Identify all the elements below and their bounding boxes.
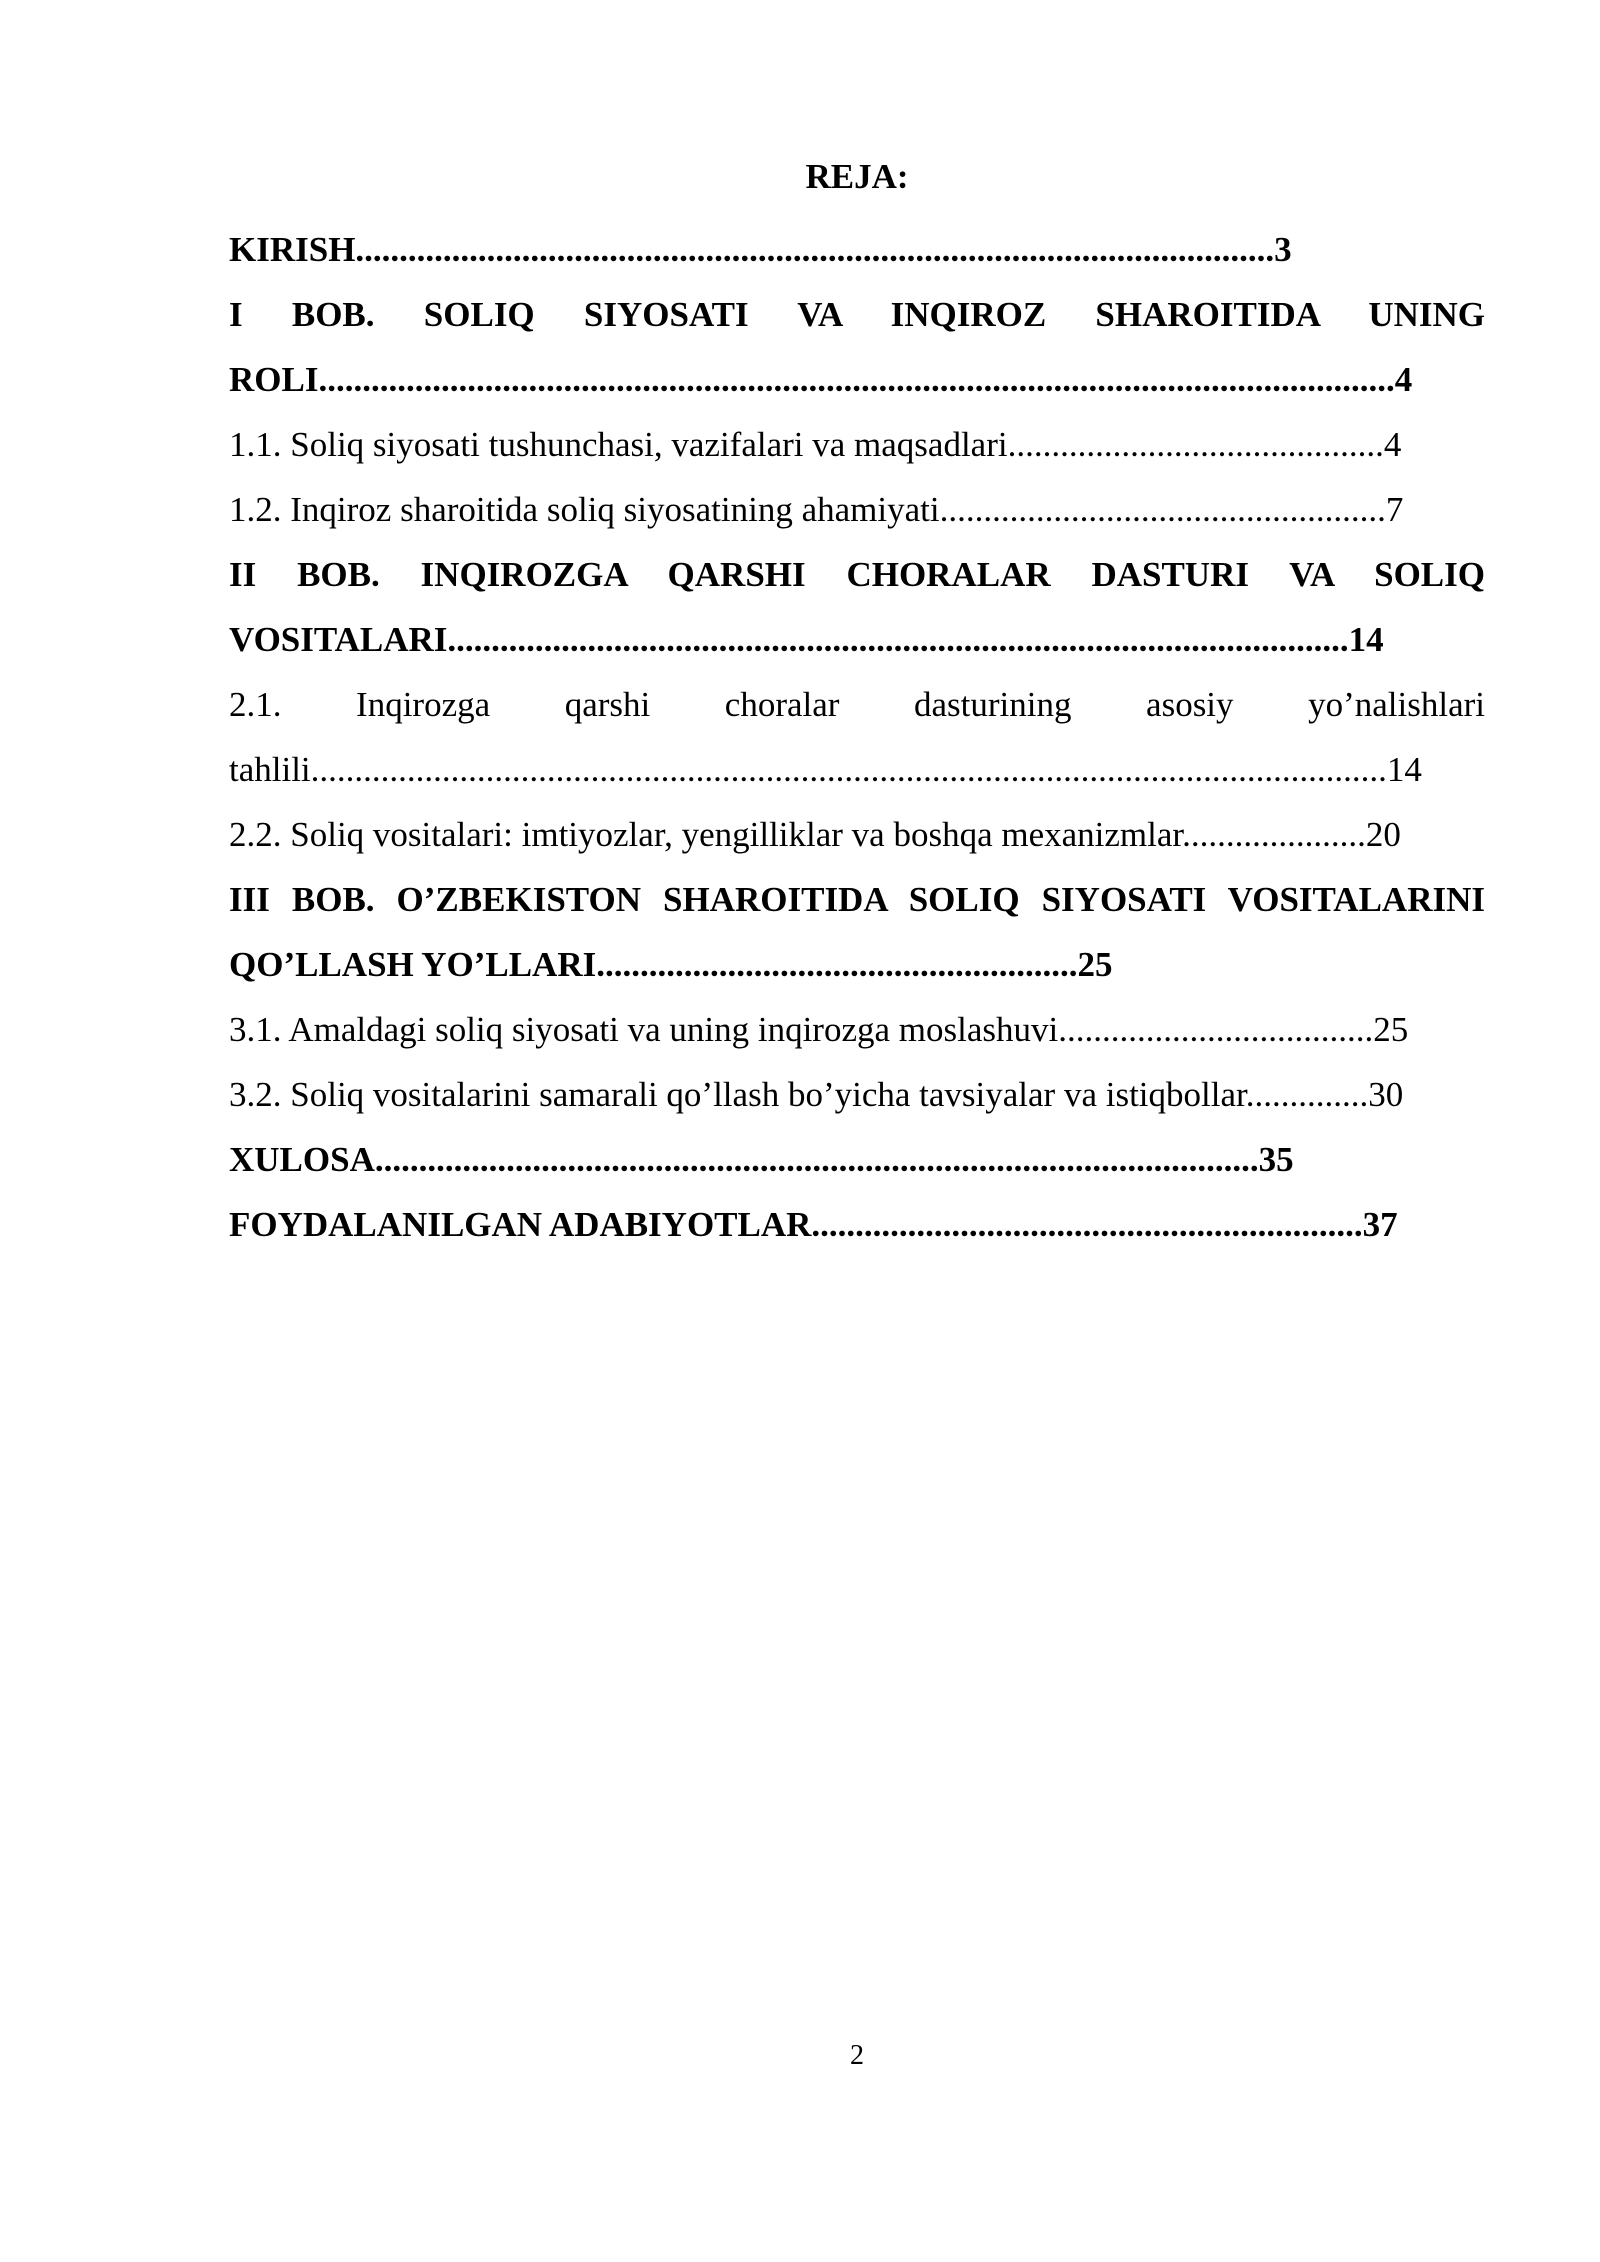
toc-entry-kirish: KIRISH.........................................................................................................3	[229, 230, 1292, 269]
toc-entry-section-3-1: 3.1. Amaldagi soliq siyosati va uning inqirozga moslashuvi....................................25	[229, 1010, 1409, 1049]
page-number: 2	[850, 2040, 864, 2071]
page-title: REJA:	[805, 157, 909, 196]
toc-entry-chapter-1: I BOB. SOLIQ SIYOSATI VA INQIROZ SHAROITIDA UNING ROLI...........................................................................................................................4	[229, 295, 1485, 399]
toc-entry-chapter-3: III BOB. O’ZBEKISTON SHAROITIDA SOLIQ SIYOSATI VOSITALARINI QO’LLASH YO’LLARI.......................................................25	[229, 880, 1485, 984]
toc-entry-section-1-1: 1.1. Soliq siyosati tushunchasi, vazifalari va maqsadlari...........................................4	[229, 425, 1402, 464]
toc-entry-section-2-1: 2.1. Inqirozga qarshi choralar dasturining asosiy yo’nalishlari tahlili...........................................................................................................................14	[229, 685, 1485, 789]
toc-entry-section-1-2: 1.2. Inqiroz sharoitida soliq siyosatining ahamiyati...................................................7	[229, 490, 1404, 529]
toc-entry-section-3-2: 3.2. Soliq vositalarini samarali qo’llash bo’yicha tavsiyalar va istiqbollar..............30	[229, 1075, 1404, 1114]
toc-entry-section-2-2: 2.2. Soliq vositalari: imtiyozlar, yengilliklar va boshqa mexanizmlar.....................20	[229, 815, 1401, 854]
table-of-contents	[229, 217, 1485, 1257]
toc-entry-xulosa: XULOSA.....................................................................................................35	[229, 1140, 1294, 1179]
toc-entry-references: FOYDALANILGAN ADABIYOTLAR...............................................................37	[229, 1205, 1398, 1244]
toc-entry-chapter-2: II BOB. INQIROZGA QARSHI CHORALAR DASTURI VA SOLIQ VOSITALARI.......................................................................................................14	[229, 555, 1485, 659]
